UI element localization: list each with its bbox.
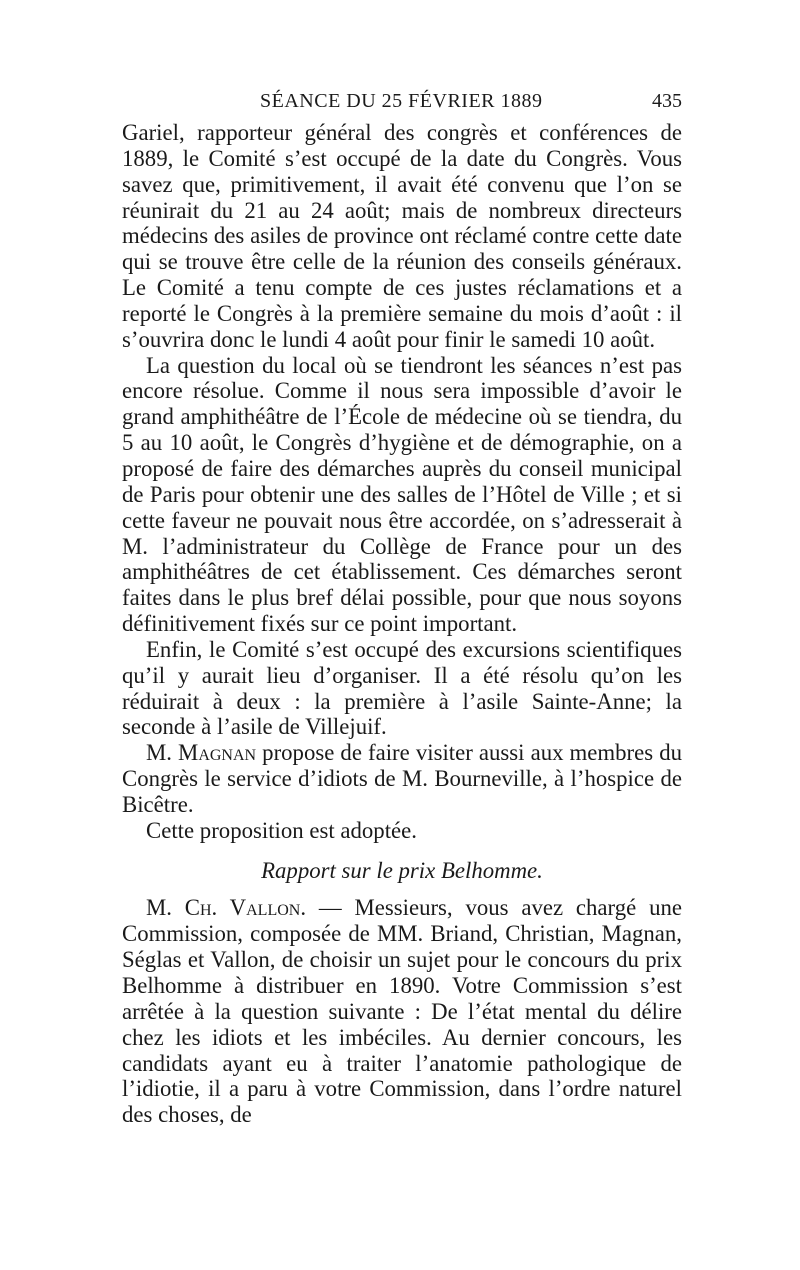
paragraph-5: Cette proposition est adoptée.: [146, 817, 417, 843]
paragraph-6-text: — Messieurs, vous avez chargé une Commission, composée de MM. Briand, Christian, Magnan, Séglas et Vallon, de choisir un sujet pour le concours du prix Belhomme à distribuer en 1890. Votre Commission s’est arrêtée à la question suivante : De l’état mental du délire chez les idiots et les imbéciles. Au dernier concours, les candidats ayant eu à traiter l’anatomie pathologique de l’idiotie, il a paru à votre Commission, dans l’ordre naturel des choses, de: [122, 895, 682, 1128]
paragraph-4: [122, 740, 682, 818]
running-head: [122, 88, 682, 118]
section-title: Rapport sur le prix Belhomme.: [261, 857, 543, 883]
paragraph-2: La question du local où se tiendront les séances n’est pas encore résolue. Comme il nous sera impossible d’avoir le grand amphithéâtre de l’École de médecine où se tiendra, du 5 au 10 août, le Congrès d’hygiène et de démographie, on a proposé de faire des démarches auprès du conseil municipal de Paris pour obtenir une des salles de l’Hôtel de Ville ; et si cette faveur ne pouvait nous être accordée, on s’adresserait à M. l’administrateur du Collège de France pour un des amphithéâtres de cet établissement. Ces démarches seront faites dans le plus bref délai possible, pour que nous soyons définitivement fixés sur ce point important.: [122, 352, 682, 637]
book-page: [122, 88, 682, 1238]
paragraph-3: Enfin, le Comité s’est occupé des excursions scientifiques qu’il y aurait lieu d’organiser. Il a été résolu qu’on les réduirait à deux : la première à l’asile Sainte-Anne; la seconde à l’asile de Villejuif.: [122, 636, 682, 740]
speaker-name: M. Magnan: [146, 740, 257, 766]
paragraph-6: [122, 895, 682, 1128]
speaker-name: M. Ch. Vallon.: [146, 895, 307, 921]
paragraph-1: Gariel, rapporteur général des congrès et conférences de 1889, le Comité s’est occupé de la date du Congrès. Vous savez que, primitivement, il avait été convenu que l’on se réunirait du 21 au 24 août; mais de nombreux directeurs médecins des asiles de province ont réclamé contre cette date qui se trouve être celle de la réunion des conseils généraux. Le Comité a tenu compte de ces justes réclamations et a reporté le Congrès à la première semaine du mois d’août : il s’ouvrira donc le lundi 4 août pour finir le samedi 10 août.: [122, 120, 682, 352]
paragraph-4-text: propose de faire visiter aussi aux membres du Congrès le service d’idiots de M. Bourneville, à l’hospice de Bicêtre.: [122, 740, 682, 817]
page-number: 435: [652, 90, 682, 112]
running-title: SÉANCE DU 25 FÉVRIER 1889: [260, 90, 543, 112]
body-text: [122, 120, 682, 1128]
